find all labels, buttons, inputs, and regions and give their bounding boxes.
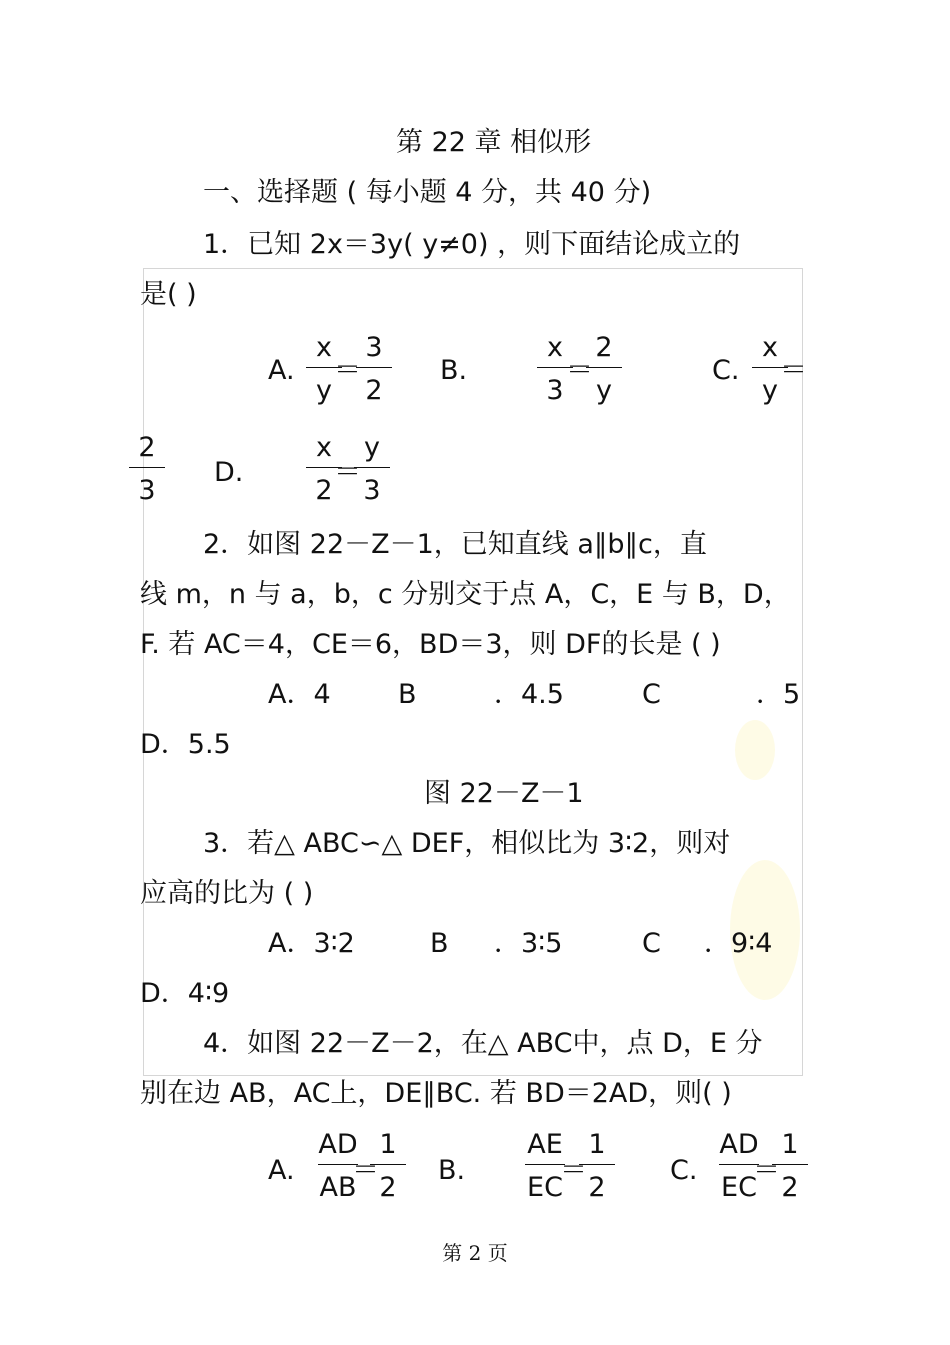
q3-option-d[interactable]: D．4∶9 bbox=[140, 978, 230, 1009]
numerator: y bbox=[364, 432, 380, 463]
numerator: 2 bbox=[595, 332, 613, 363]
numerator: AE bbox=[527, 1129, 563, 1160]
q1-stem: 1．已知 2x＝3y( y≠0) ，则下面结论成立的 bbox=[203, 229, 741, 260]
denominator: 2 bbox=[365, 375, 383, 406]
numerator: x bbox=[762, 332, 778, 363]
q3-option-a[interactable]: A．3∶2 bbox=[268, 928, 355, 959]
q3-stem: 3．若△ ABC∽△ DEF，相似比为 3∶2，则对 bbox=[203, 828, 731, 859]
page-number: 第 2 页 bbox=[442, 1241, 508, 1265]
equals-sign: ＝ bbox=[753, 1155, 780, 1186]
q1-c-frac-right bbox=[127, 433, 167, 508]
denominator: 2 bbox=[781, 1172, 799, 1203]
numerator: x bbox=[316, 432, 332, 463]
q3-option-b-letter[interactable]: B bbox=[430, 928, 449, 959]
q2-option-c-value[interactable]: ．5 bbox=[756, 679, 801, 710]
q2-stem: 2．如图 22－Z－1，已知直线 a∥b∥c，直 bbox=[203, 529, 707, 560]
numerator: x bbox=[547, 332, 563, 363]
numerator: x bbox=[316, 332, 332, 363]
q2-option-d[interactable]: D．5.5 bbox=[140, 729, 231, 760]
denominator: 2 bbox=[379, 1172, 397, 1203]
denominator: AB bbox=[319, 1172, 357, 1203]
q4-stem-cont: 别在边 AB，AC上，DE∥BC. 若 BD＝2AD，则( ) bbox=[140, 1078, 732, 1109]
denominator: y bbox=[316, 375, 332, 406]
denominator: EC bbox=[527, 1172, 563, 1203]
q2-stem-cont: F. 若 AC＝4，CE＝6，BD＝3，则 DF的长是 ( ) bbox=[140, 629, 721, 660]
q2-option-b-letter[interactable]: B bbox=[398, 679, 417, 710]
q1-option-d-label[interactable]: D. bbox=[214, 457, 244, 488]
denominator: y bbox=[762, 375, 778, 406]
q1-option-c-label[interactable]: C. bbox=[712, 355, 740, 386]
q4-option-a-label[interactable]: A. bbox=[268, 1155, 295, 1186]
q3-option-c-value[interactable]: ．9∶4 bbox=[704, 928, 773, 959]
numerator: 1 bbox=[588, 1129, 606, 1160]
denominator: 3 bbox=[138, 475, 156, 506]
equals-sign: ＝ bbox=[780, 355, 807, 386]
numerator: AD bbox=[318, 1129, 358, 1160]
paper-stain bbox=[735, 720, 775, 780]
denominator: y bbox=[596, 375, 612, 406]
denominator: 3 bbox=[546, 375, 564, 406]
q2-option-a[interactable]: A．4 bbox=[268, 679, 331, 710]
denominator: 2 bbox=[315, 475, 333, 506]
equals-sign: ＝ bbox=[334, 457, 361, 488]
q4-c-frac-right bbox=[770, 1130, 810, 1205]
equals-sign: ＝ bbox=[560, 1155, 587, 1186]
q1-stem-cont: 是( ) bbox=[140, 279, 197, 310]
denominator: 2 bbox=[588, 1172, 606, 1203]
q1-a-frac-right bbox=[354, 333, 394, 408]
q1-option-b-label[interactable]: B. bbox=[440, 355, 468, 386]
q2-option-c-letter[interactable]: C bbox=[642, 679, 661, 710]
q1-option-a-label[interactable]: A. bbox=[268, 355, 295, 386]
q3-option-b-value[interactable]: ．3∶5 bbox=[494, 928, 563, 959]
q3-option-c-letter[interactable]: C bbox=[642, 928, 661, 959]
equals-sign: ＝ bbox=[566, 355, 593, 386]
q4-option-b-label[interactable]: B. bbox=[438, 1155, 466, 1186]
equals-sign: ＝ bbox=[334, 355, 361, 386]
equals-sign: ＝ bbox=[352, 1155, 379, 1186]
q1-d-frac-right bbox=[352, 433, 392, 508]
figure-caption: 图 22－Z－1 bbox=[424, 778, 584, 809]
denominator: EC bbox=[721, 1172, 757, 1203]
numerator: 3 bbox=[365, 332, 383, 363]
q2-option-b-value[interactable]: ．4.5 bbox=[494, 679, 564, 710]
q4-a-frac-right bbox=[368, 1130, 408, 1205]
q4-option-c-label[interactable]: C. bbox=[670, 1155, 698, 1186]
chapter-title: 第 22 章 相似形 bbox=[396, 127, 592, 158]
q3-stem-cont: 应高的比为 ( ) bbox=[140, 878, 314, 909]
q1-b-frac-right bbox=[584, 333, 624, 408]
numerator: 1 bbox=[379, 1129, 397, 1160]
numerator: 1 bbox=[781, 1129, 799, 1160]
numerator: AD bbox=[719, 1129, 759, 1160]
denominator: 3 bbox=[363, 475, 381, 506]
numerator: 2 bbox=[138, 432, 156, 463]
q4-stem: 4．如图 22－Z－2，在△ ABC中，点 D，E 分 bbox=[203, 1028, 763, 1059]
section-heading: 一、选择题 ( 每小题 4 分，共 40 分) bbox=[203, 177, 652, 208]
q2-stem-cont: 线 m，n 与 a，b，c 分别交于点 A，C，E 与 B，D， bbox=[140, 579, 791, 610]
q4-b-frac-right bbox=[577, 1130, 617, 1205]
